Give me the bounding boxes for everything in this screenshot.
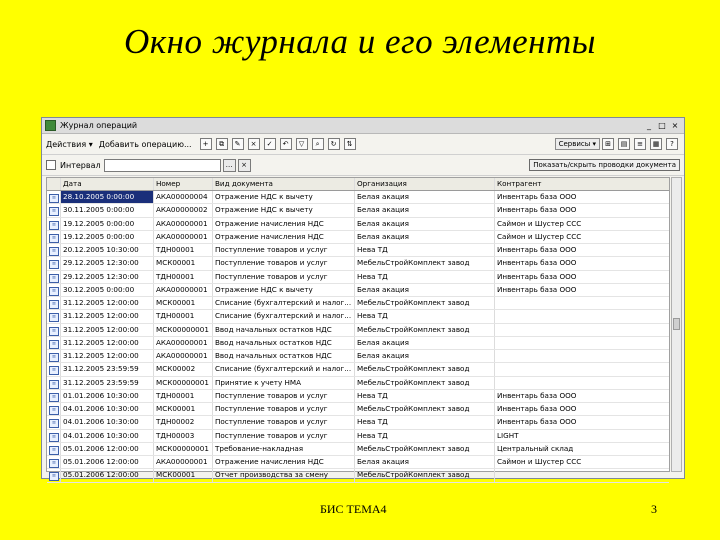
document-icon: ≡ <box>49 234 59 243</box>
row-icon-cell <box>47 443 61 455</box>
cell-type: Отражение начисления НДС <box>213 218 355 230</box>
cell-partner: Инвентарь база ООО <box>497 205 577 215</box>
cell-date: 31.12.2005 23:59:59 <box>61 363 154 375</box>
cell-number: ТДН00002 <box>154 416 213 428</box>
row-icon-cell <box>47 390 61 402</box>
unpost-icon[interactable]: ↶ <box>280 138 292 150</box>
cell-number: МСК00001 <box>154 403 213 415</box>
cell-type: Отражение НДС к вычету <box>213 191 355 203</box>
journal-table <box>46 177 670 480</box>
row-icon-cell <box>47 363 61 375</box>
cell-number: АКА00000001 <box>154 350 213 362</box>
document-icon: ≡ <box>49 260 59 269</box>
cell-type: Поступление товаров и услуг <box>213 271 355 283</box>
row-icon-cell <box>47 191 61 203</box>
table-row[interactable] <box>47 377 669 390</box>
document-icon: ≡ <box>49 207 59 216</box>
journal-window <box>41 117 685 479</box>
cell-partner: Саймон и Шустер ССС <box>497 218 582 228</box>
cell-date: 31.12.2005 12:00:00 <box>61 310 154 322</box>
document-icon: ≡ <box>49 340 59 349</box>
table-row[interactable] <box>47 284 669 297</box>
cell-date: 04.01.2006 10:30:00 <box>61 430 154 442</box>
table-row[interactable] <box>47 337 669 350</box>
actions-menu[interactable]: Действия ▾ <box>46 139 93 149</box>
table-row[interactable] <box>47 430 669 443</box>
cell-date: 31.12.2005 12:00:00 <box>61 324 154 336</box>
toggle-postings-button[interactable]: Показать/скрыть проводки документа <box>529 159 680 171</box>
column-header-partner[interactable]: Контрагент <box>497 179 542 188</box>
cell-partner <box>495 350 669 362</box>
calc-icon[interactable]: ▦ <box>650 138 662 150</box>
filter-bar <box>42 155 684 176</box>
copy-icon[interactable]: ⧉ <box>216 138 228 150</box>
cell-partner: Инвентарь база ООО <box>497 284 577 294</box>
table-row[interactable] <box>47 469 669 482</box>
cell-date: 31.12.2005 12:00:00 <box>61 337 154 349</box>
cell-type: Списание (бухгалтерский и налог... <box>213 297 355 309</box>
cell-number: АКА00000002 <box>154 204 213 216</box>
delete-icon[interactable]: × <box>248 138 260 150</box>
cell-org: МебельСтройКомплект завод <box>355 443 495 455</box>
document-icon: ≡ <box>49 274 59 283</box>
cell-date: 05.01.2006 12:00:00 <box>61 456 154 468</box>
cell-type: Списание (бухгалтерский и налог... <box>213 310 355 322</box>
cell-type: Отражение начисления НДС <box>213 231 355 243</box>
cell-date: 01.01.2006 10:30:00 <box>61 390 154 402</box>
cell-date: 04.01.2006 10:30:00 <box>61 403 154 415</box>
window-titlebar <box>42 118 684 134</box>
header-icon-col <box>47 178 61 190</box>
cell-partner: Инвентарь база ООО <box>497 390 577 400</box>
cell-date: 31.12.2005 23:59:59 <box>61 377 154 389</box>
cell-type: Ввод начальных остатков НДС <box>213 324 355 336</box>
cell-org: МебельСтройКомплект завод <box>355 469 495 481</box>
document-icon: ≡ <box>49 419 59 428</box>
cell-type: Списание (бухгалтерский и налог... <box>213 363 355 375</box>
table-row[interactable] <box>47 257 669 270</box>
column-header-type[interactable]: Вид документа <box>213 178 355 190</box>
row-icon-cell <box>47 231 61 243</box>
row-icon-cell <box>47 430 61 442</box>
cell-org: Белая акация <box>355 350 495 362</box>
document-icon: ≡ <box>49 406 59 415</box>
cell-partner: Инвентарь база ООО <box>497 192 577 201</box>
cell-date: 05.01.2006 12:00:00 <box>61 469 154 481</box>
cell-partner: Инвентарь база ООО <box>497 258 577 268</box>
cell-number: МСК00001 <box>154 297 213 309</box>
cell-partner: Саймон и Шустер ССС <box>497 457 582 466</box>
document-icon: ≡ <box>49 459 59 468</box>
cell-type: Поступление товаров и услуг <box>213 416 355 428</box>
document-icon: ≡ <box>49 433 59 442</box>
column-header-org[interactable]: Организация <box>355 178 495 190</box>
cell-org: Белая акация <box>355 456 495 468</box>
cell-partner: LIGHT <box>497 430 519 440</box>
document-icon: ≡ <box>49 287 59 296</box>
cell-type: Поступление товаров и услуг <box>213 390 355 402</box>
cell-partner <box>495 297 669 309</box>
document-icon: ≡ <box>49 194 59 203</box>
cell-type: Отчет производства за смену <box>213 469 355 481</box>
document-icon: ≡ <box>49 221 59 230</box>
toolbar <box>42 134 684 155</box>
row-icon-cell <box>47 416 61 428</box>
cell-number: ТДН00003 <box>154 430 213 442</box>
ellipsis-button[interactable]: … <box>223 159 236 172</box>
cell-number: МСК00000001 <box>154 324 213 336</box>
edit-icon[interactable]: ✎ <box>232 138 244 150</box>
cell-type: Требование-накладная <box>213 443 355 455</box>
report-icon[interactable]: ▤ <box>618 138 630 150</box>
post-icon[interactable]: ✓ <box>264 138 276 150</box>
row-icon-cell <box>47 218 61 230</box>
page-number: 3 <box>651 502 657 516</box>
cell-org: МебельСтройКомплект завод <box>355 377 495 389</box>
cell-type: Отражение НДС к вычету <box>213 284 355 296</box>
table-body <box>47 191 669 483</box>
table-row[interactable] <box>47 350 669 363</box>
row-icon-cell <box>47 310 61 322</box>
cell-partner: Инвентарь база ООО <box>497 417 577 427</box>
cell-date: 19.12.2005 0:00:00 <box>61 218 154 230</box>
table-row[interactable] <box>47 191 669 204</box>
cell-org: Белая акация <box>355 218 495 230</box>
cell-org: МебельСтройКомплект завод <box>355 297 495 309</box>
table-row[interactable] <box>47 218 669 231</box>
services-menu[interactable]: Сервисы ▾ <box>555 138 600 150</box>
cell-number: ТДН00001 <box>154 390 213 402</box>
cell-type: Поступление товаров и услуг <box>213 430 355 442</box>
clear-icon[interactable]: × <box>238 159 251 172</box>
cell-date: 30.12.2005 0:00:00 <box>61 284 154 296</box>
row-icon-cell <box>47 350 61 362</box>
table-row[interactable] <box>47 456 669 469</box>
row-icon-cell <box>47 403 61 415</box>
window-app-icon <box>45 120 56 131</box>
cell-number: АКА00000001 <box>154 284 213 296</box>
cell-date: 20.12.2005 10:30:00 <box>61 244 154 256</box>
document-icon: ≡ <box>49 247 59 256</box>
table-header <box>47 178 669 191</box>
cell-partner: Инвентарь база ООО <box>497 404 577 413</box>
row-icon-cell <box>47 469 61 481</box>
cell-number: МСК00001 <box>154 257 213 269</box>
cell-org: Нева ТД <box>355 430 495 442</box>
cell-date: 04.01.2006 10:30:00 <box>61 416 154 428</box>
cell-date: 05.01.2006 12:00:00 <box>61 443 154 455</box>
cell-number: ТДН00001 <box>154 271 213 283</box>
search-icon[interactable]: ⌕ <box>312 138 324 150</box>
cell-org: Нева ТД <box>355 271 495 283</box>
cell-org: Нева ТД <box>355 244 495 256</box>
cell-type: Отражение начисления НДС <box>213 456 355 468</box>
cell-date: 29.12.2005 12:30:00 <box>61 271 154 283</box>
document-icon: ≡ <box>49 366 59 375</box>
cell-number: АКА00000001 <box>154 456 213 468</box>
cell-type: Ввод начальных остатков НДС <box>213 337 355 349</box>
row-icon-cell <box>47 324 61 336</box>
cell-type: Ввод начальных остатков НДС <box>213 350 355 362</box>
interval-input[interactable] <box>104 159 221 172</box>
table-row[interactable] <box>47 271 669 284</box>
list-icon[interactable]: ≡ <box>634 138 646 150</box>
table-row[interactable] <box>47 390 669 403</box>
vertical-scrollbar[interactable] <box>671 177 682 472</box>
row-icon-cell <box>47 271 61 283</box>
footer-text: БИС ТЕМА4 <box>320 502 387 516</box>
cell-org: МебельСтройКомплект завод <box>355 257 495 269</box>
interval-checkbox[interactable] <box>46 160 56 170</box>
cell-number: МСК00000001 <box>154 443 213 455</box>
document-icon: ≡ <box>49 380 59 389</box>
table-row[interactable] <box>47 416 669 429</box>
help-icon[interactable]: ? <box>666 138 678 150</box>
cell-number: МСК00001 <box>154 469 213 481</box>
document-icon: ≡ <box>49 393 59 402</box>
document-icon: ≡ <box>49 327 59 336</box>
table-row[interactable] <box>47 363 669 376</box>
scroll-thumb[interactable] <box>673 318 680 330</box>
cell-date: 28.10.2005 0:00:00 <box>61 191 154 203</box>
cell-date: 29.12.2005 12:30:00 <box>61 257 154 269</box>
sort-icon[interactable]: ⇅ <box>344 138 356 150</box>
cell-partner <box>495 324 669 336</box>
cell-partner: Саймон и Шустер ССС <box>497 231 582 241</box>
filter-icon[interactable]: ▽ <box>296 138 308 150</box>
cell-partner <box>495 310 669 322</box>
table-row[interactable] <box>47 244 669 257</box>
column-header-number[interactable]: Номер <box>154 178 213 190</box>
refresh-icon[interactable]: ↻ <box>328 138 340 150</box>
row-icon-cell <box>47 244 61 256</box>
cell-org: Нева ТД <box>355 416 495 428</box>
maximize-icon[interactable]: □ <box>658 120 666 130</box>
interval-label: Интервал <box>60 160 101 170</box>
close-icon[interactable]: × <box>671 120 679 130</box>
cell-type: Поступление товаров и услуг <box>213 403 355 415</box>
cell-type: Поступление товаров и услуг <box>213 257 355 269</box>
column-header-date[interactable]: Дата <box>61 178 154 190</box>
cell-partner <box>495 377 669 389</box>
cell-org: МебельСтройКомплект завод <box>355 363 495 375</box>
minimize-icon[interactable]: _ <box>647 120 651 130</box>
row-icon-cell <box>47 337 61 349</box>
document-icon: ≡ <box>49 353 59 362</box>
document-icon: ≡ <box>49 472 59 481</box>
table-row[interactable] <box>47 403 669 416</box>
add-operation-button[interactable]: Добавить операцию... <box>98 139 192 149</box>
cell-number: АКА00000001 <box>154 231 213 243</box>
cell-type: Принятие к учету НМА <box>213 377 355 389</box>
document-icon: ≡ <box>49 446 59 455</box>
cell-partner: Инвентарь база ООО <box>497 245 577 254</box>
cell-date: 19.12.2005 0:00:00 <box>61 231 154 243</box>
cell-org: МебельСтройКомплект завод <box>355 324 495 336</box>
cell-org: Белая акация <box>355 204 495 216</box>
cell-partner <box>495 469 669 481</box>
cell-number: АКА00000004 <box>154 191 213 203</box>
slide-title: Окно журнала и его элементы <box>124 22 596 61</box>
cell-partner: Инвентарь база ООО <box>497 271 577 281</box>
table-row[interactable] <box>47 204 669 217</box>
row-icon-cell <box>47 377 61 389</box>
row-icon-cell <box>47 284 61 296</box>
cell-org: Нева ТД <box>355 390 495 402</box>
row-icon-cell <box>47 204 61 216</box>
table-row[interactable] <box>47 443 669 456</box>
cell-org: Белая акация <box>355 231 495 243</box>
cell-date: 30.11.2005 0:00:00 <box>61 204 154 216</box>
cell-number: МСК00000001 <box>154 377 213 389</box>
row-icon-cell <box>47 257 61 269</box>
cell-number: ТДН00001 <box>154 244 213 256</box>
cell-number: ТДН00001 <box>154 310 213 322</box>
table-row[interactable] <box>47 297 669 310</box>
cell-partner: Центральный склад <box>497 443 574 453</box>
row-icon-cell <box>47 297 61 309</box>
cell-org: Белая акация <box>355 284 495 296</box>
cell-type: Поступление товаров и услуг <box>213 244 355 256</box>
cell-org: Белая акация <box>355 191 495 203</box>
table-row[interactable] <box>47 310 669 323</box>
cell-partner <box>495 363 669 375</box>
cell-org: МебельСтройКомплект завод <box>355 403 495 415</box>
cell-org: Нева ТД <box>355 310 495 322</box>
cell-date: 31.12.2005 12:00:00 <box>61 297 154 309</box>
table-row[interactable] <box>47 324 669 337</box>
document-icon: ≡ <box>49 313 59 322</box>
add-icon[interactable]: + <box>200 138 212 150</box>
cell-type: Отражение НДС к вычету <box>213 204 355 216</box>
cell-number: АКА00000001 <box>154 337 213 349</box>
window-title: Журнал операций <box>60 121 138 130</box>
cell-number: МСК00002 <box>154 363 213 375</box>
table-row[interactable] <box>47 231 669 244</box>
cell-number: АКА00000001 <box>154 218 213 230</box>
tree-icon[interactable]: ⊞ <box>602 138 614 150</box>
cell-date: 31.12.2005 12:00:00 <box>61 350 154 362</box>
cell-partner <box>495 337 669 349</box>
document-icon: ≡ <box>49 300 59 309</box>
cell-org: Белая акация <box>355 337 495 349</box>
row-icon-cell <box>47 456 61 468</box>
